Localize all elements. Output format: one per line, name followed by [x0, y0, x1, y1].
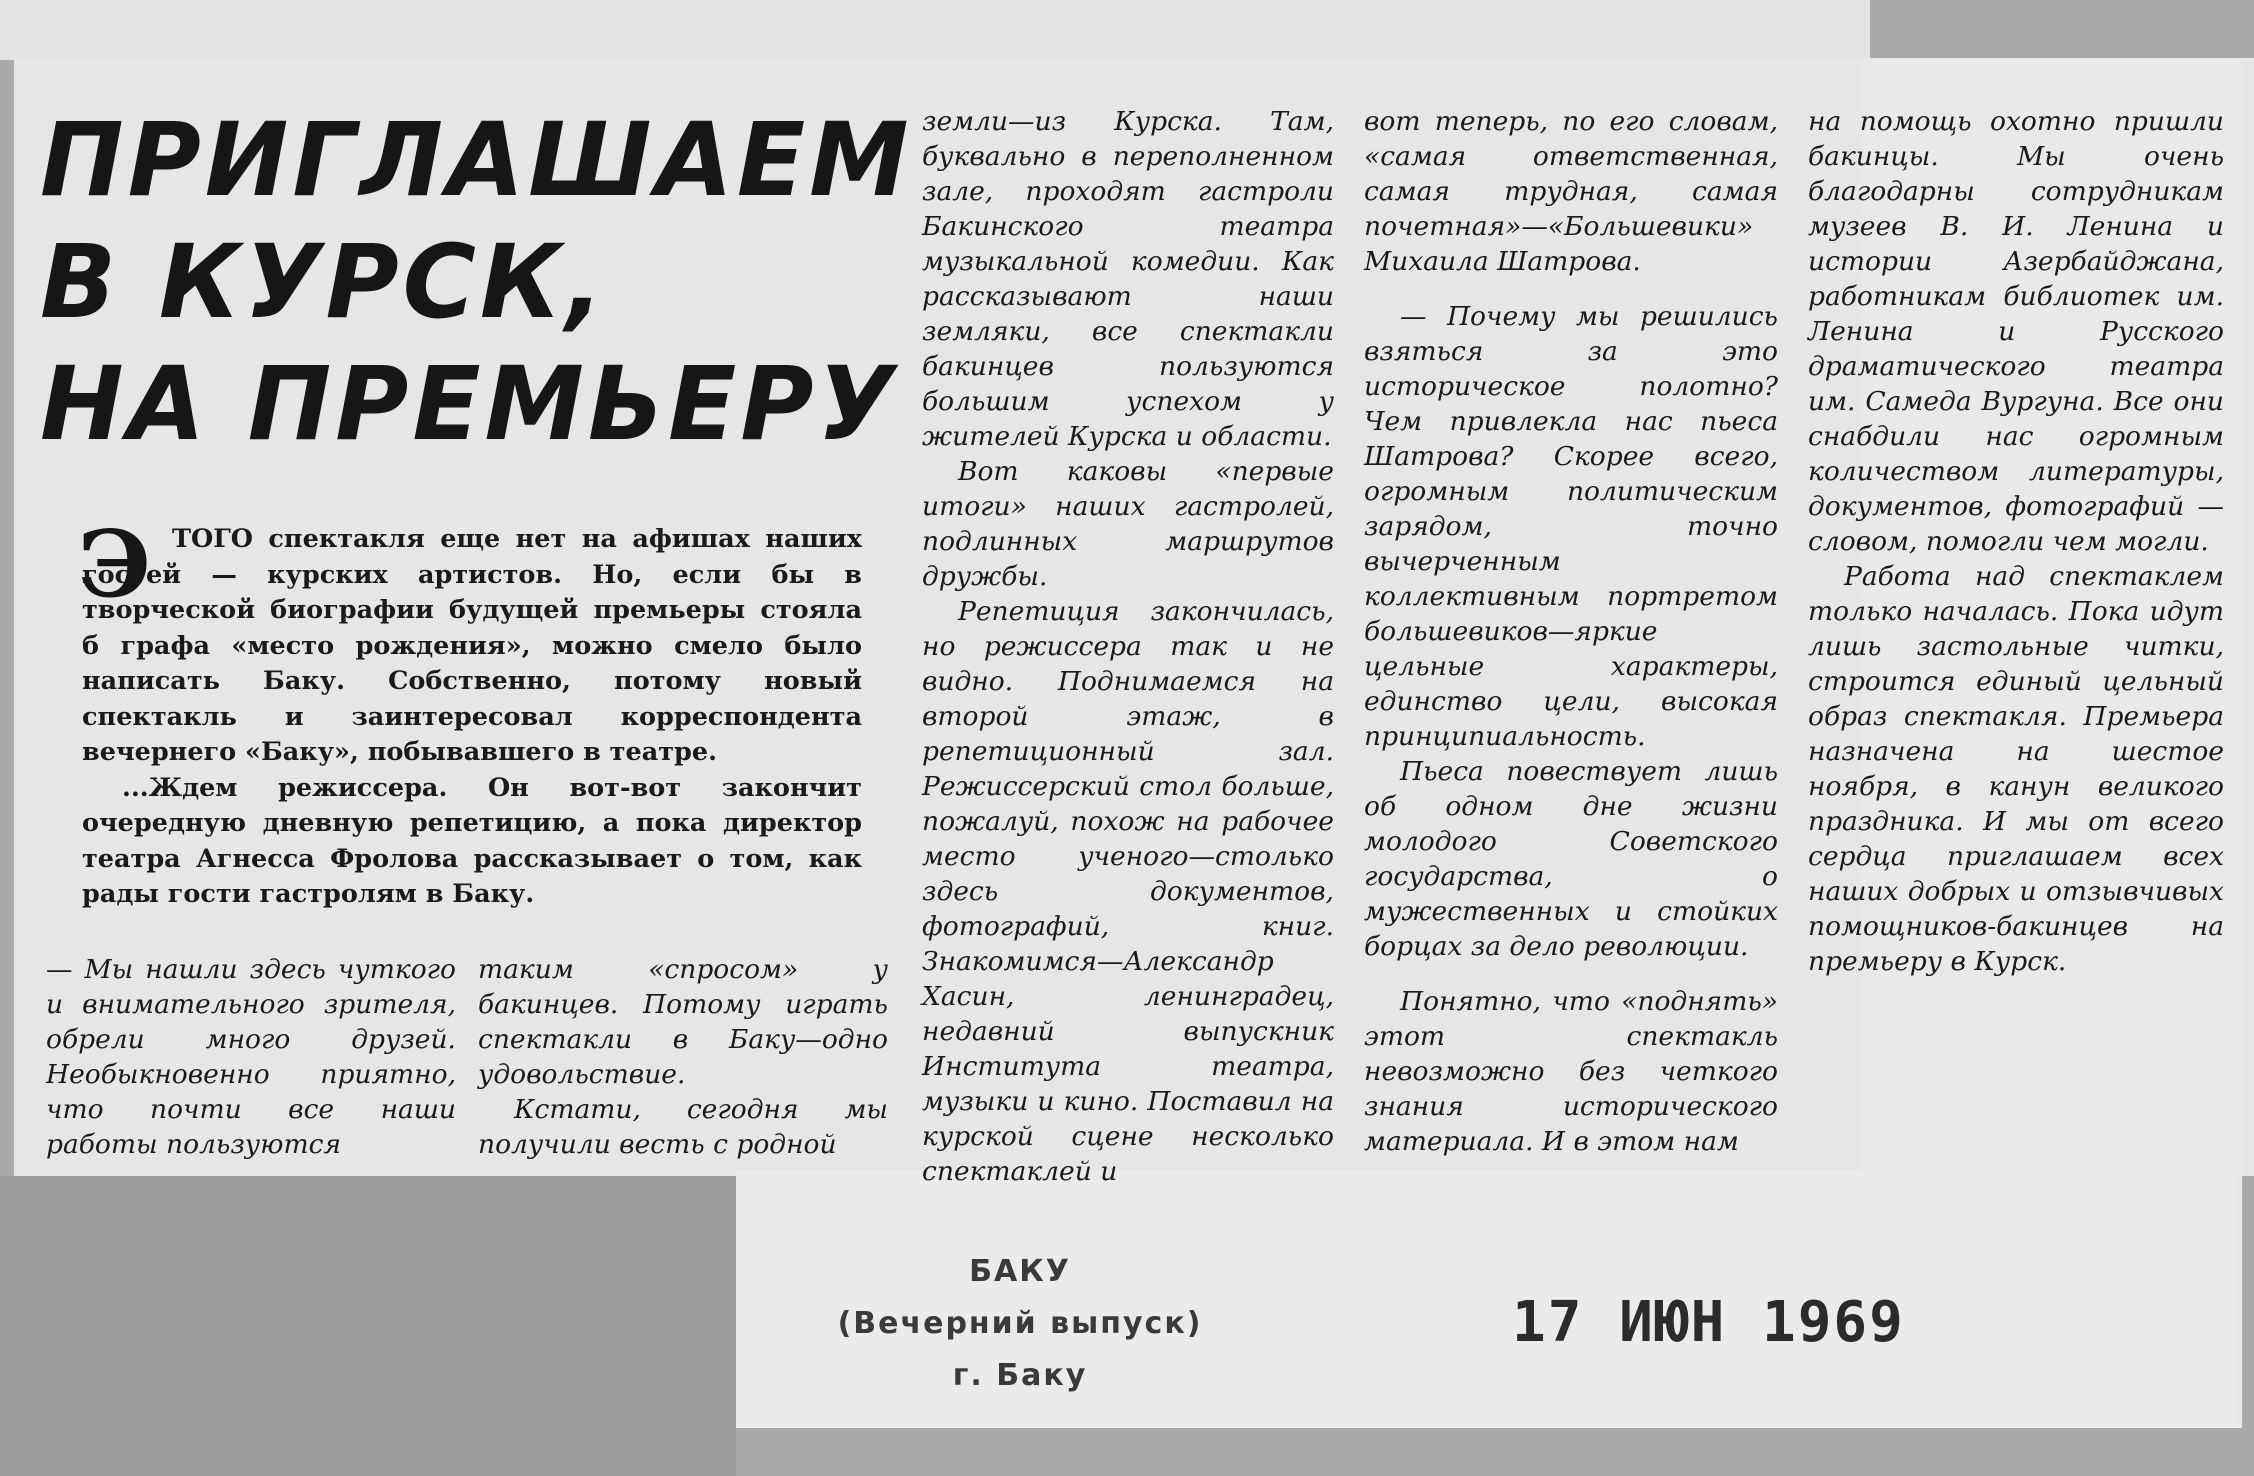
source-stamp	[800, 1246, 1240, 1402]
paragraph: Пьеса повествует лишь об одном дне жизни молодого Советского государства, о мужественных и стойких борцах за дело революции.	[1364, 756, 1778, 962]
text-column-4	[1364, 104, 1778, 1159]
lead-paragraph-1: ТОГО спектакля еще нет на афишах наших гостей — курских артистов. Но, если бы в творческой биографии будущей премьеры стояла б графа «место рождения», можно смело было написать Баку. Собственно, потому новый спектакль и заинтересовал корреспондента вечернего «Баку», побывавшего в театре.	[82, 524, 862, 767]
headline-line-1: ПРИГЛАШАЕМ	[40, 101, 913, 220]
paragraph: таким «спросом» у бакинцев. Потому играть спектакли в Баку—одно удовольствие.	[478, 954, 888, 1090]
article-headline	[40, 100, 913, 466]
background-top	[0, 0, 1870, 60]
paragraph: Работа над спектаклем только началась. Пока идут лишь застольные читки, строится единый цельный образ спектакля. Премьера назначена на шестое ноября, в канун великого праздника. И мы от всего сердца приглашаем всех наших добрых и отзывчивых помощников-бакинцев на премьеру в Курск.	[1808, 561, 2224, 977]
paragraph: — Почему мы решились взяться за это историческое полотно? Чем привлекла нас пьеса Шатрова? Скорее всего, огромным политическим зарядом, точно вычерченным коллективным портретом большевиков—яркие цельные характеры, единство цели, высокая принципиальность.	[1364, 301, 1778, 752]
drop-cap: Э	[78, 510, 152, 618]
text-column-5	[1808, 104, 2224, 979]
paragraph: вот теперь, по его словам, «самая ответственная, самая трудная, самая почетная»—«Большевики» Михаила Шатрова.	[1364, 106, 1778, 277]
background-shade	[0, 1176, 736, 1476]
paragraph: земли—из Курска. Там, буквально в переполненном зале, проходят гастроли Бакинского театра музыкальной комедии. Как рассказывают наши земляки, все спектакли бакинцев пользуются большим успехом у жителей Курска и области.	[922, 106, 1334, 452]
lead-paragraph-2: ...Ждем режиссера. Он вот-вот закончит очередную дневную репетицию, а пока директор театра Агнесса Фролова рассказывает о том, как рады гости гастролям в Баку.	[82, 772, 862, 909]
text-column-3	[922, 104, 1334, 1189]
stamp-city: г. Баку	[952, 1358, 1088, 1393]
article-lead	[82, 522, 862, 913]
paragraph: — Мы нашли здесь чуткого и внимательного зрителя, обрели много друзей. Необыкновенно приятно, что почти все наши работы пользуются	[46, 954, 456, 1160]
paragraph: Понятно, что «поднять» этот спектакль невозможно без четкого знания исторического материала. И в этом нам	[1364, 986, 1778, 1157]
headline-line-3: НА ПРЕМЬЕРУ	[40, 345, 899, 464]
stamp-edition: (Вечерний выпуск)	[837, 1306, 1203, 1341]
stamp-newspaper: БАКУ	[969, 1254, 1071, 1289]
paragraph: на помощь охотно пришли бакинцы. Мы очень благодарны сотрудникам музеев В. И. Ленина и истории Азербайджана, работникам библиотек им. Ленина и Русского драматического театра им. Самеда Вургуна. Все они снабдили нас огромным количеством литературы, документов, фотографий — словом, помогли чем могли.	[1808, 106, 2224, 557]
text-column-1	[46, 952, 456, 1162]
headline-line-2: В КУРСК,	[40, 223, 608, 342]
paragraph: Кстати, сегодня мы получили весть с родной	[478, 1094, 888, 1160]
date-stamp: 17 ИЮН 1969	[1512, 1290, 1905, 1355]
text-column-2	[478, 952, 888, 1162]
paragraph: Репетиция закончилась, но режиссера так и не видно. Поднимаемся на второй этаж, в репетиционный зал. Режиссерский стол больше, пожалуй, похож на рабочее место ученого—столько здесь документов, фотографий, книг. Знакомимся—Александр Хасин, ленинградец, недавний выпускник Института театра, музыки и кино. Поставил на курской сцене несколько спектаклей и	[922, 596, 1334, 1187]
paragraph: Вот каковы «первые итоги» наших гастролей, подлинных маршрутов дружбы.	[922, 456, 1334, 592]
